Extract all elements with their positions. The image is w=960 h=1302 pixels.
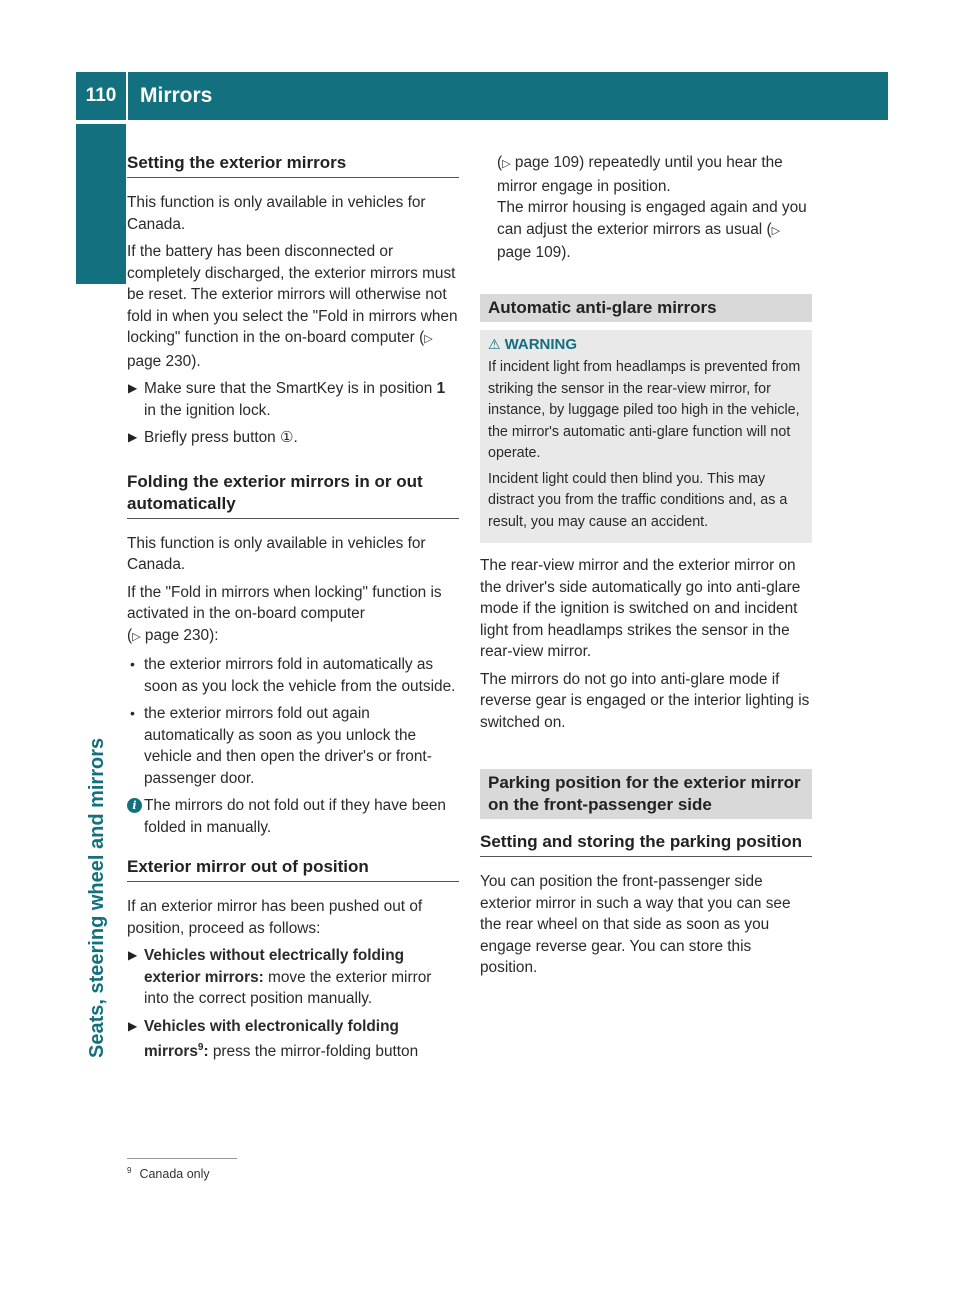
- warning-text: If incident light from headlamps is prevented from striking the sensor in the rear-view mirror, for instance, by luggage piled too high in the vehicle, the mirror's automatic anti-glare function will not operate.: [488, 359, 801, 461]
- bullet-icon: •: [130, 656, 135, 672]
- paragraph: The mirrors do not go into anti-glare mode if reverse gear is engaged or the interior lighting is switched on.: [480, 670, 810, 731]
- paragraph: This function is only available in vehicles for Canada.: [127, 194, 426, 233]
- warning-text: Incident light could then blind you. This may distract you from the traffic conditions and, as a result, you may cause an accident.: [488, 470, 788, 530]
- step-item: ▶ Briefly press button ①.: [127, 427, 459, 449]
- step-arrow-icon: ▶: [128, 1018, 138, 1033]
- page-number: 110: [85, 85, 117, 106]
- footnote-rule: [127, 1158, 237, 1159]
- heading-setting-storing: Setting and storing the parking position: [480, 831, 812, 857]
- paragraph: The rear-view mirror and the exterior mirror on the driver's side automatically go into anti-glare mode if the ignition is switched on and incident light from headlamps strikes the sensor in the rear-view mirror.: [480, 557, 801, 660]
- page-ref-arrow-icon: ▷: [424, 333, 433, 345]
- section-title: Mirrors: [140, 84, 213, 107]
- button-1-icon: ①: [280, 428, 294, 446]
- paragraph: (▷ page 109) repeatedly until you hear the mirror engage in position. The mirror housing is engaged again and you can adjust the exterior mirrors as usual (▷ page 109).: [497, 154, 807, 261]
- page-ref-arrow-icon: ▷: [132, 630, 141, 643]
- paragraph: If the battery has been disconnected or completely discharged, the exterior mirrors must be reset. The exterior mirrors will otherwise not fold in when you select the "Fold in mirrors when locking" function in the on-board computer (▷ page 230).: [127, 243, 458, 370]
- paragraph: You can position the front-passenger side exterior mirror in such a way that you can see the rear wheel on that side as soon as you engage reverse gear. You can store this position.: [480, 873, 791, 976]
- paragraph: This function is only available in vehicles for Canada.: [127, 534, 426, 573]
- heading-anti-glare: Automatic anti-glare mirrors: [480, 294, 812, 322]
- heading-folding: Folding the exterior mirrors in or out automatically: [127, 471, 459, 519]
- step-item: ▶ Make sure that the SmartKey is in position 1 in the ignition lock.: [128, 380, 446, 419]
- info-icon: i: [127, 798, 142, 813]
- page-ref-arrow-icon: ▷: [502, 158, 511, 170]
- heading-setting-mirrors: Setting the exterior mirrors: [127, 152, 459, 178]
- warning-box: ⚠ WARNING If incident light from headlamps is prevented from striking the sensor in the rear-view mirror, for instance, by luggage piled too high in the vehicle, the mirror's automatic anti-glare function will not operate. Incident light could then blind you. This may distract you from the traffic conditions and, as a result, you may cause an accident.: [480, 330, 812, 544]
- list-item: • the exterior mirrors fold in automatically as soon as you lock the vehicle from the outside.: [130, 656, 456, 695]
- step-item: ▶ Vehicles without electrically folding exterior mirrors: move the exterior mirror into the correct position manually.: [128, 947, 432, 1007]
- step-arrow-icon: ▶: [128, 381, 138, 395]
- list-item: • the exterior mirrors fold out again automatically as soon as you unlock the vehicle and then open the driver's or front-passenger door.: [130, 705, 432, 787]
- warning-triangle-icon: ⚠: [488, 335, 501, 352]
- side-tab-label: Seats, steering wheel and mirrors: [86, 737, 108, 1058]
- side-tab-block: [76, 124, 126, 284]
- left-column: [127, 152, 459, 1069]
- page-ref-arrow-icon: ▷: [771, 224, 781, 237]
- footnote: $^9$ Canada only: [127, 1166, 210, 1182]
- header-divider: [126, 72, 128, 120]
- info-note: i The mirrors do not fold out if they have been folded in manually.: [127, 795, 459, 838]
- step-item: ▶ Vehicles with electronically folding mirrors$^9$: press the mirror-folding button: [128, 1017, 419, 1061]
- step-arrow-icon: ▶: [128, 430, 138, 444]
- heading-out-of-position: Exterior mirror out of position: [127, 856, 459, 882]
- step-arrow-icon: ▶: [128, 948, 138, 962]
- paragraph: If the "Fold in mirrors when locking" function is activated in the on-board computer (▷ page 230):: [127, 583, 442, 644]
- right-column: [480, 152, 812, 985]
- heading-parking-position: Parking position for the exterior mirror on the front-passenger side: [480, 769, 812, 819]
- paragraph: If an exterior mirror has been pushed out of position, proceed as follows:: [127, 898, 423, 937]
- bullet-icon: •: [130, 705, 135, 721]
